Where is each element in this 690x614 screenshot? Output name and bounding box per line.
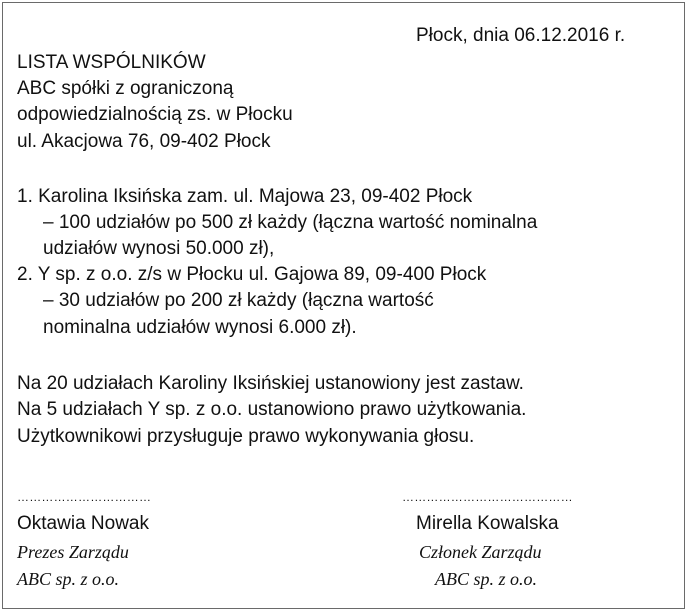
- company-name-line-1: ABC spółki z ograniczoną: [17, 78, 234, 99]
- signatory-left-company: ABC sp. z o.o.: [17, 569, 120, 589]
- signatory-left-name: Oktawia Nowak: [17, 513, 149, 534]
- place-and-date: Płock, dnia 06.12.2016 r.: [416, 25, 626, 46]
- document-title: LISTA WSPÓLNIKÓW: [17, 52, 206, 73]
- signature-line-right: ……………………………………: [402, 490, 573, 504]
- signatory-right-company: ABC sp. z o.o.: [435, 569, 538, 589]
- company-name-line-2: odpowiedzialnością zs. w Płocku: [17, 104, 293, 125]
- signatory-left-role: Prezes Zarządu: [17, 542, 129, 562]
- signatory-right-role: Członek Zarządu: [419, 542, 542, 562]
- document-page: [2, 2, 685, 609]
- note-usufruct: Na 5 udziałach Y sp. z o.o. ustanowiono prawo użytkowania.: [17, 399, 527, 420]
- shareholder-1-line-3: udziałów wynosi 50.000 zł),: [43, 238, 275, 259]
- signatory-right-name: Mirella Kowalska: [416, 513, 559, 534]
- shareholder-1-line-1: 1. Karolina Iksińska zam. ul. Majowa 23, 09-402 Płock: [17, 186, 473, 207]
- shareholder-1-line-2: – 100 udziałów po 500 zł każdy (łączna wartość nominalna: [43, 212, 538, 233]
- shareholder-2-line-2: – 30 udziałów po 200 zł każdy (łączna wartość: [43, 290, 434, 311]
- shareholder-2-line-3: nominalna udziałów wynosi 6.000 zł).: [43, 317, 357, 338]
- note-pledge: Na 20 udziałach Karoliny Iksińskiej ustanowiony jest zastaw.: [17, 373, 524, 394]
- signature-line-left: ……………………………: [17, 490, 152, 504]
- company-address: ul. Akacjowa 76, 09-402 Płock: [17, 131, 271, 152]
- shareholder-2-line-1: 2. Y sp. z o.o. z/s w Płocku ul. Gajowa 89, 09-400 Płock: [17, 264, 487, 285]
- note-voting-right: Użytkownikowi przysługuje prawo wykonywania głosu.: [17, 426, 475, 447]
